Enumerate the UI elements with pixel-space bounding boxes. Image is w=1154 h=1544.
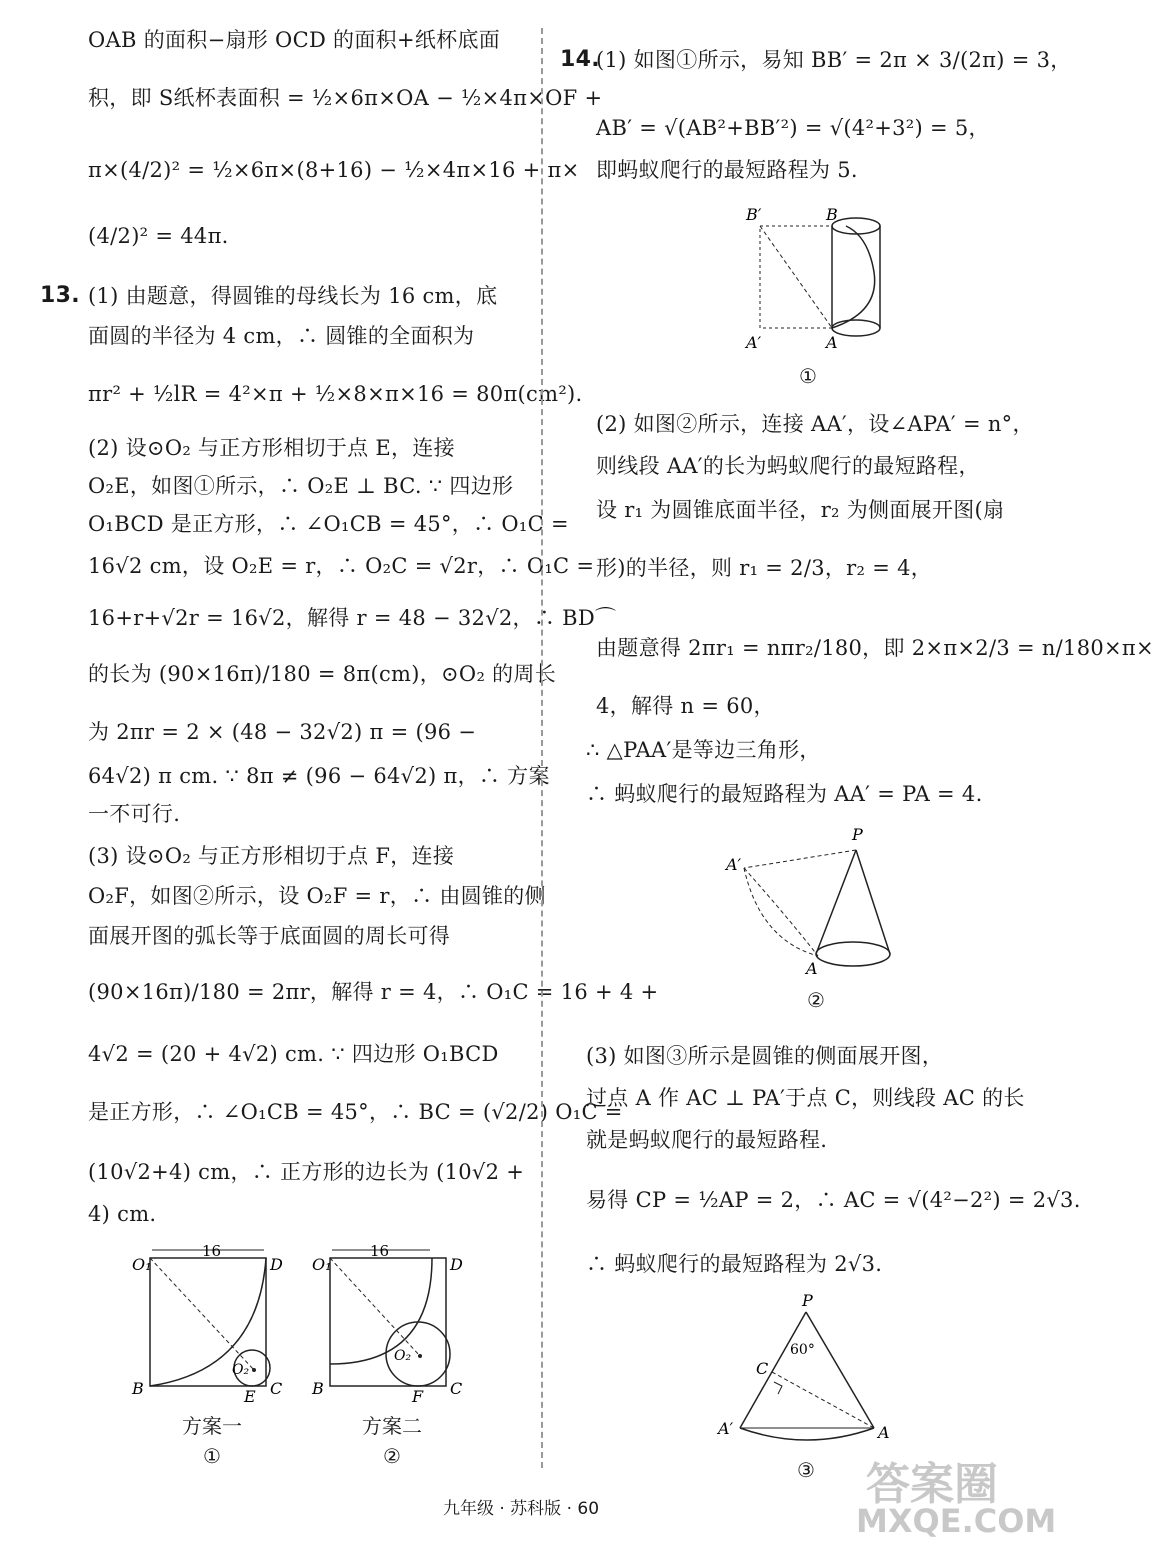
- text-line: ∴ △PAA′是等边三角形，: [586, 738, 821, 762]
- text-line: 易得 CP = ½AP = 2，∴ AC = √(4²−2²) = 2√3.: [586, 1188, 1081, 1212]
- label-16: 16: [202, 1242, 222, 1260]
- text-line: 16+r+√2r = 16√2，解得 r = 48 − 32√2，∴ BD⌒: [88, 606, 617, 630]
- label-C: C: [270, 1379, 283, 1398]
- label-16: 16: [370, 1242, 390, 1260]
- text-line: 的长为 (90×16π)/180 = 8π(cm)，⊙O₂ 的周长: [88, 662, 557, 686]
- text-line: 形)的半径，则 r₁ = 2/3，r₂ = 4，: [596, 556, 933, 580]
- text-line: (3) 设⊙O₂ 与正方形相切于点 F，连接: [88, 844, 455, 868]
- text-line: (1) 如图①所示，易知 BB′ = 2π × 3/(2π) = 3，: [596, 48, 1072, 72]
- label-C: C: [450, 1379, 463, 1398]
- text-line: 64√2) π cm. ∵ 8π ≠ (96 − 64√2) π，∴ 方案: [88, 764, 550, 788]
- text-line: 就是蚂蚁爬行的最短路程.: [586, 1128, 828, 1152]
- text-line: 一不可行.: [88, 802, 181, 826]
- plan2-caption: ②: [383, 1444, 401, 1468]
- text-line: OAB 的面积−扇形 OCD 的面积+纸杯底面: [88, 28, 501, 52]
- label-O1: O₁: [312, 1255, 332, 1274]
- text-line: 是正方形，∴ ∠O₁CB = 45°，∴ BC = (√2/2) O₁C =: [88, 1100, 623, 1124]
- cylinder-caption: ①: [799, 364, 817, 388]
- text-line: 面圆的半径为 4 cm，∴ 圆锥的全面积为: [88, 324, 475, 348]
- label-D: D: [450, 1255, 463, 1274]
- text-line: 设 r₁ 为圆锥底面半径，r₂ 为侧面展开图(扇: [596, 498, 1005, 522]
- text-line: O₁BCD 是正方形，∴ ∠O₁CB = 45°，∴ O₁C =: [88, 512, 569, 536]
- text-line: 积，即 S纸杯表面积 = ½×6π×OA − ½×4π×OF +: [88, 86, 603, 110]
- plan2-title: 方案二: [362, 1414, 422, 1438]
- text-line: π×(4/2)² = ½×6π×(8+16) − ½×4π×16 + π×: [88, 158, 580, 182]
- label-B: B: [132, 1379, 144, 1398]
- label-O2: O₂: [394, 1348, 412, 1364]
- text-line: 4) cm.: [88, 1202, 157, 1226]
- label-P: P: [802, 1291, 813, 1310]
- text-line: πr² + ½lR = 4²×π + ½×8×π×16 = 80π(cm²).: [88, 382, 583, 406]
- watermark-logo: 答案圈: [866, 1459, 998, 1510]
- cone-figure: [720, 820, 900, 990]
- text-line: (2) 如图②所示，连接 AA′，设∠APA′ = n°，: [596, 412, 1034, 436]
- label-B: B: [312, 1379, 324, 1398]
- text-line: 则线段 AA′的长为蚂蚁爬行的最短路程，: [596, 454, 980, 478]
- label-A: A: [826, 333, 838, 352]
- text-line: 4，解得 n = 60，: [596, 694, 775, 718]
- sector-figure: [716, 1292, 906, 1452]
- label-F: F: [412, 1387, 424, 1406]
- plan1-title: 方案一: [182, 1414, 242, 1438]
- label-O2: O₂: [232, 1362, 250, 1378]
- sector-caption: ③: [797, 1458, 815, 1482]
- text-line: (2) 设⊙O₂ 与正方形相切于点 E，连接: [88, 436, 455, 460]
- text-line: 由题意得 2πr₁ = nπr₂/180，即 2×π×2/3 = n/180×π×: [596, 636, 1154, 660]
- label-O1: O₁: [132, 1255, 152, 1274]
- plan2-figure: [308, 1240, 478, 1410]
- label-A: A: [878, 1423, 890, 1442]
- text-line: (1) 由题意，得圆锥的母线长为 16 cm，底: [88, 284, 498, 308]
- text-line: 为 2πr = 2 × (48 − 32√2) π = (96 −: [88, 720, 477, 744]
- text-line: AB′ = √(AB²+BB′²) = √(4²+3²) = 5，: [596, 116, 990, 140]
- label-C: C: [756, 1359, 769, 1378]
- plan1-caption: ①: [203, 1444, 221, 1468]
- text-line: (90×16π)/180 = 2πr，解得 r = 4，∴ O₁C = 16 + 4 +: [88, 980, 659, 1004]
- label-A-prime: A′: [746, 333, 762, 352]
- label-D: D: [270, 1255, 283, 1274]
- watermark-url: MXQE.COM: [856, 1502, 1057, 1540]
- text-line: 4√2 = (20 + 4√2) cm. ∵ 四边形 O₁BCD: [88, 1042, 499, 1066]
- text-line: O₂E，如图①所示，∴ O₂E ⊥ BC. ∵ 四边形: [88, 474, 514, 498]
- question-number-14: 14.: [560, 47, 600, 72]
- question-number-13: 13.: [40, 283, 80, 308]
- text-line: 过点 A 作 AC ⊥ PA′于点 C，则线段 AC 的长: [586, 1086, 1025, 1110]
- text-line: (4/2)² = 44π.: [88, 224, 229, 248]
- label-E: E: [244, 1387, 256, 1406]
- cone-caption: ②: [807, 988, 825, 1012]
- text-line: O₂F，如图②所示，设 O₂F = r，∴ 由圆锥的侧: [88, 884, 546, 908]
- text-line: (3) 如图③所示是圆锥的侧面展开图，: [586, 1044, 944, 1068]
- plan1-figure: [128, 1240, 298, 1410]
- text-line: ∴ 蚂蚁爬行的最短路程为 AA′ = PA = 4.: [586, 782, 983, 806]
- label-P: P: [852, 825, 863, 844]
- label-A: A: [806, 959, 818, 978]
- page-footer: 九年级 · 苏科版 · 60: [442, 1499, 600, 1519]
- cylinder-figure: [746, 202, 896, 362]
- column-divider: [541, 28, 543, 1468]
- label-B-prime: B′: [746, 205, 762, 224]
- text-line: 面展开图的弧长等于底面圆的周长可得: [88, 924, 451, 948]
- label-A-prime: A′: [718, 1419, 734, 1438]
- text-line: (10√2+4) cm，∴ 正方形的边长为 (10√2 +: [88, 1160, 525, 1184]
- text-line: 即蚂蚁爬行的最短路程为 5.: [596, 158, 858, 182]
- text-line: ∴ 蚂蚁爬行的最短路程为 2√3.: [586, 1252, 883, 1276]
- label-B: B: [826, 205, 838, 224]
- text-line: 16√2 cm，设 O₂E = r，∴ O₂C = √2r，∴ O₁C =: [88, 554, 595, 578]
- label-A-prime: A′: [726, 855, 742, 874]
- label-angle-60: 60°: [790, 1342, 815, 1358]
